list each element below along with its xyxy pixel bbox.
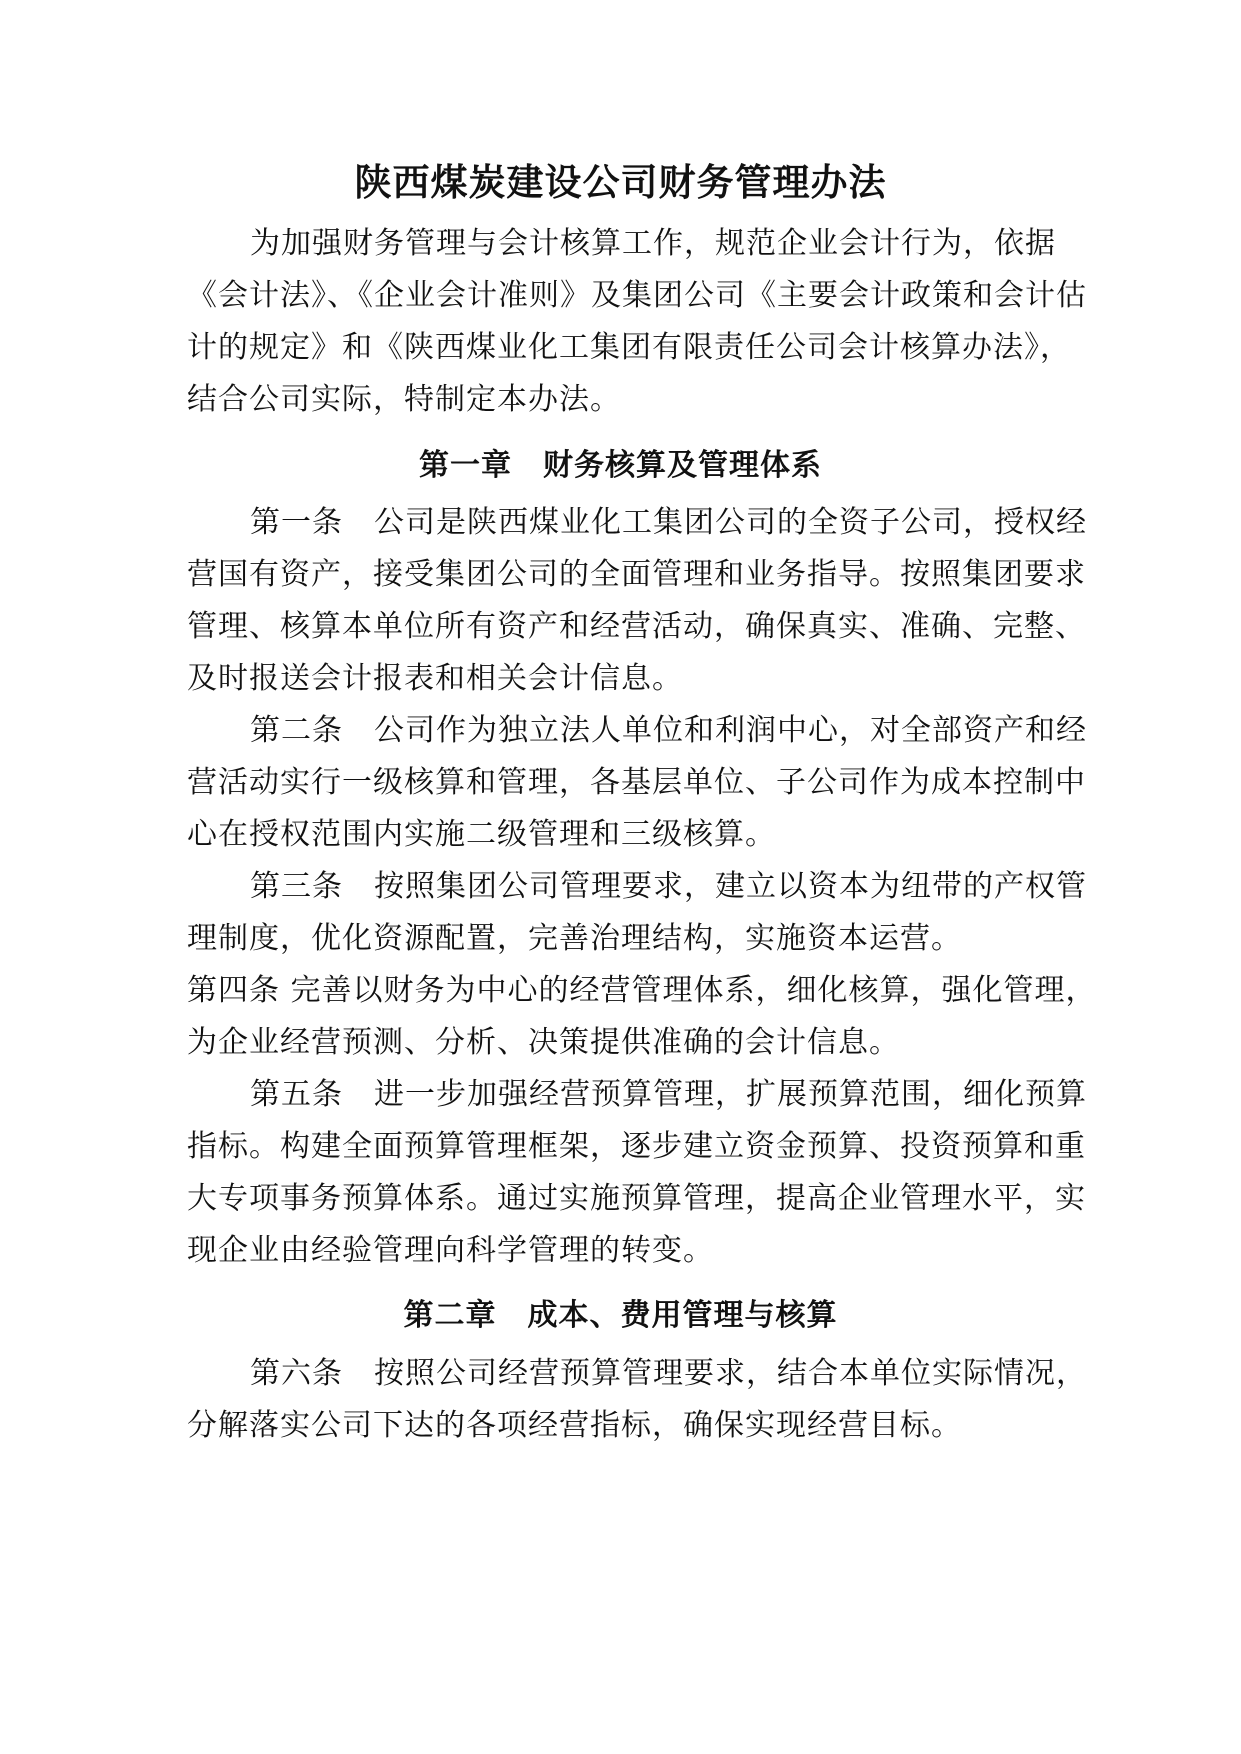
article-1-line: 营国有资产，接受集团公司的全面管理和业务指导。按照集团要求 <box>187 557 1086 592</box>
chapter-1-heading: 第一章 财务核算及管理体系 <box>419 448 822 483</box>
chapter-2-heading: 第二章 成本、费用管理与核算 <box>403 1298 838 1333</box>
article-5-line: 大专项事务预算体系。通过实施预算管理，提高企业管理水平，实 <box>187 1181 1086 1216</box>
intro-line: 为加强财务管理与会计核算工作，规范企业会计行为，依据 <box>250 226 1056 261</box>
article-1-line: 第一条 公司是陕西煤业化工集团公司的全资子公司，授权经 <box>250 505 1087 540</box>
article-5-line: 指标。构建全面预算管理框架，逐步建立资金预算、投资预算和重 <box>187 1129 1086 1164</box>
article-2-line: 营活动实行一级核算和管理，各基层单位、子公司作为成本控制中 <box>187 765 1086 800</box>
article-6-line: 分解落实公司下达的各项经营指标，确保实现经营目标。 <box>187 1408 962 1443</box>
article-6-line: 第六条 按照公司经营预算管理要求，结合本单位实际情况， <box>250 1356 1087 1391</box>
article-5-line: 现企业由经验管理向科学管理的转变。 <box>187 1233 714 1268</box>
intro-line: 结合公司实际，特制定本办法。 <box>187 382 621 417</box>
intro-line: 计的规定》和《陕西煤业化工集团有限责任公司会计核算办法》， <box>187 330 1071 365</box>
article-5-line: 第五条 进一步加强经营预算管理，扩展预算范围，细化预算 <box>250 1077 1087 1112</box>
article-4-line: 为企业经营预测、分析、决策提供准确的会计信息。 <box>187 1025 900 1060</box>
document-title: 陕西煤炭建设公司财务管理办法 <box>354 160 887 204</box>
article-1-line: 及时报送会计报表和相关会计信息。 <box>187 661 683 696</box>
article-2-line: 第二条 公司作为独立法人单位和利润中心，对全部资产和经 <box>250 713 1087 748</box>
intro-line: 《会计法》、《企业会计准则》及集团公司《主要会计政策和会计估 <box>187 278 1087 313</box>
article-3-line: 第三条 按照集团公司管理要求，建立以资本为纽带的产权管 <box>250 869 1087 904</box>
article-4-line: 第四条 完善以财务为中心的经营管理体系，细化核算，强化管理， <box>187 973 1097 1008</box>
article-3-line: 理制度，优化资源配置，完善治理结构，实施资本运营。 <box>187 921 962 956</box>
article-1-line: 管理、核算本单位所有资产和经营活动，确保真实、准确、完整、 <box>187 609 1086 644</box>
article-2-line: 心在授权范围内实施二级管理和三级核算。 <box>187 817 776 852</box>
